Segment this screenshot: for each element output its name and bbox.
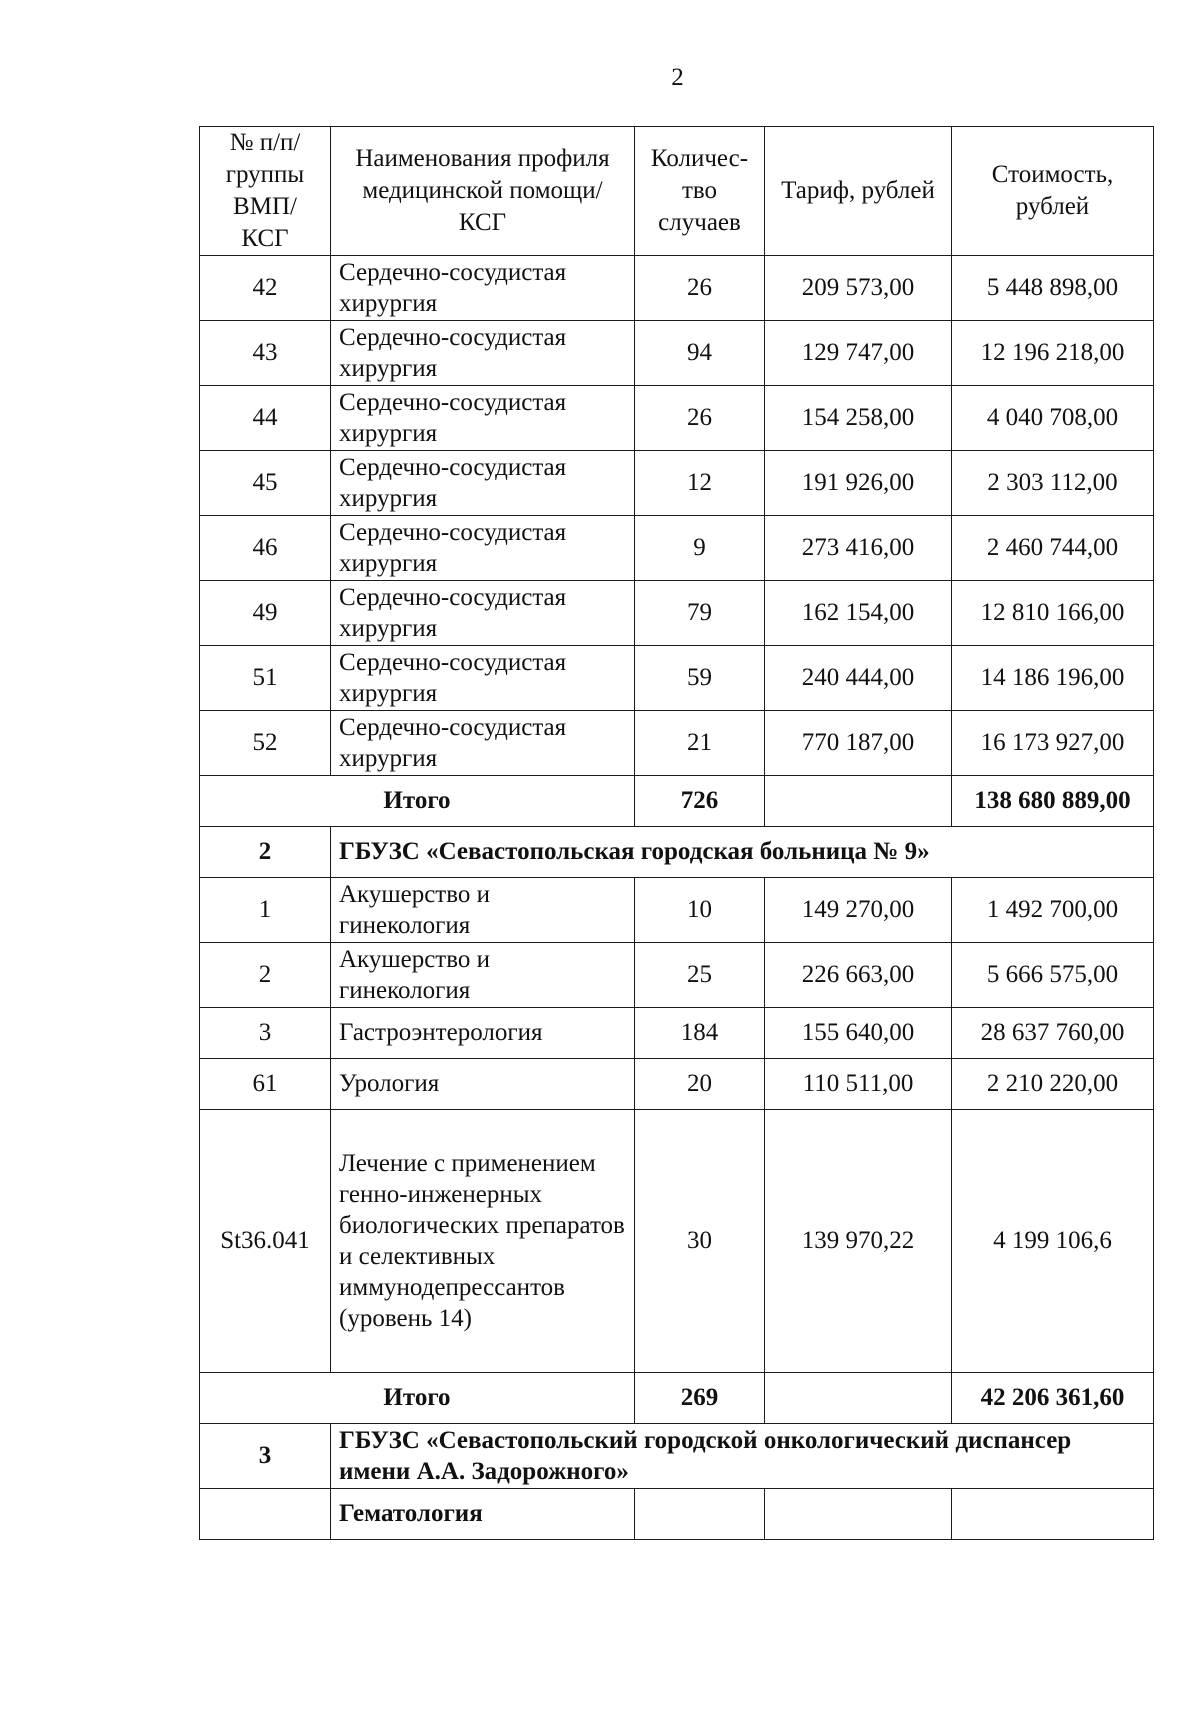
- row-tariff: 209 573,00: [765, 256, 952, 321]
- row-name: Гастроэнтерология: [331, 1008, 635, 1059]
- row-count-empty: [635, 1489, 765, 1540]
- row-count: 25: [635, 943, 765, 1008]
- header-cost: Стоимость, рублей: [952, 127, 1154, 256]
- row-count: 59: [635, 646, 765, 711]
- row-name: Акушерство и гинекология: [331, 878, 635, 943]
- row-tariff: 155 640,00: [765, 1008, 952, 1059]
- row-cost: 12 196 218,00: [952, 321, 1154, 386]
- row-name: Лечение с применением генно-инженерных биологических препаратов и селективных иммунодепрессантов (уровень 14): [331, 1110, 635, 1373]
- table-row: [200, 256, 1154, 321]
- header-number: № п/п/ группы ВМП/ КСГ: [200, 127, 331, 256]
- row-number: 3: [200, 1008, 331, 1059]
- row-name: Сердечно-сосудистая хирургия: [331, 386, 635, 451]
- table-row: [200, 386, 1154, 451]
- row-number: 1: [200, 878, 331, 943]
- row-tariff: 770 187,00: [765, 711, 952, 776]
- row-cost: 28 637 760,00: [952, 1008, 1154, 1059]
- total-cost: 138 680 889,00: [952, 776, 1154, 827]
- row-tariff: 139 970,22: [765, 1110, 952, 1373]
- total-tariff-empty: [765, 1373, 952, 1424]
- cost-table: [199, 126, 1154, 1540]
- table-row: [200, 516, 1154, 581]
- table-row: [200, 321, 1154, 386]
- row-cost: 5 448 898,00: [952, 256, 1154, 321]
- row-count: 9: [635, 516, 765, 581]
- section-title: ГБУЗС «Севастопольский городской онкологический диспансер имени А.А. Задорожного»: [331, 1424, 1154, 1489]
- row-count: 20: [635, 1059, 765, 1110]
- row-tariff: 149 270,00: [765, 878, 952, 943]
- row-cost: 2 460 744,00: [952, 516, 1154, 581]
- row-count: 10: [635, 878, 765, 943]
- row-cost-empty: [952, 1489, 1154, 1540]
- row-tariff: 273 416,00: [765, 516, 952, 581]
- row-count: 94: [635, 321, 765, 386]
- section-title: ГБУЗС «Севастопольская городская больница № 9»: [331, 827, 1154, 878]
- table-header-row: [200, 127, 1154, 256]
- total-label: Итого: [200, 1373, 635, 1424]
- row-name: Гематология: [331, 1489, 635, 1540]
- row-tariff: 162 154,00: [765, 581, 952, 646]
- row-cost: 14 186 196,00: [952, 646, 1154, 711]
- row-count: 12: [635, 451, 765, 516]
- row-count: 184: [635, 1008, 765, 1059]
- row-tariff: 154 258,00: [765, 386, 952, 451]
- section-header-row: [200, 827, 1154, 878]
- page-number: 2: [671, 64, 684, 91]
- row-tariff: 240 444,00: [765, 646, 952, 711]
- row-number: 49: [200, 581, 331, 646]
- table-row: [200, 451, 1154, 516]
- row-count: 26: [635, 256, 765, 321]
- row-name: Сердечно-сосудистая хирургия: [331, 516, 635, 581]
- row-tariff-empty: [765, 1489, 952, 1540]
- table-row: [200, 711, 1154, 776]
- table-row: [200, 943, 1154, 1008]
- row-number: 61: [200, 1059, 331, 1110]
- row-name: Сердечно-сосудистая хирургия: [331, 451, 635, 516]
- row-cost: 5 666 575,00: [952, 943, 1154, 1008]
- row-cost: 16 173 927,00: [952, 711, 1154, 776]
- row-name: Сердечно-сосудистая хирургия: [331, 711, 635, 776]
- row-number: St36.041: [200, 1110, 331, 1373]
- table-row: [200, 1110, 1154, 1373]
- row-count: 30: [635, 1110, 765, 1373]
- table-row: [200, 1489, 1154, 1540]
- total-tariff-empty: [765, 776, 952, 827]
- row-tariff: 191 926,00: [765, 451, 952, 516]
- row-number-empty: [200, 1489, 331, 1540]
- row-cost: 2 210 220,00: [952, 1059, 1154, 1110]
- row-cost: 2 303 112,00: [952, 451, 1154, 516]
- total-count: 726: [635, 776, 765, 827]
- row-number: 43: [200, 321, 331, 386]
- row-cost: 12 810 166,00: [952, 581, 1154, 646]
- row-name: Сердечно-сосудистая хирургия: [331, 256, 635, 321]
- row-number: 2: [200, 943, 331, 1008]
- row-name: Урология: [331, 1059, 635, 1110]
- section-header-row: [200, 1424, 1154, 1489]
- total-count: 269: [635, 1373, 765, 1424]
- row-cost: 4 199 106,6: [952, 1110, 1154, 1373]
- row-number: 42: [200, 256, 331, 321]
- row-count: 21: [635, 711, 765, 776]
- row-name: Сердечно-сосудистая хирургия: [331, 321, 635, 386]
- table-row: [200, 581, 1154, 646]
- header-tariff: Тариф, рублей: [765, 127, 952, 256]
- table-row: [200, 878, 1154, 943]
- row-number: 45: [200, 451, 331, 516]
- row-number: 51: [200, 646, 331, 711]
- section-number: 3: [200, 1424, 331, 1489]
- row-count: 26: [635, 386, 765, 451]
- row-name: Сердечно-сосудистая хирургия: [331, 581, 635, 646]
- row-cost: 4 040 708,00: [952, 386, 1154, 451]
- row-name: Сердечно-сосудистая хирургия: [331, 646, 635, 711]
- row-count: 79: [635, 581, 765, 646]
- row-cost: 1 492 700,00: [952, 878, 1154, 943]
- total-row: [200, 1373, 1154, 1424]
- row-number: 52: [200, 711, 331, 776]
- row-name: Акушерство и гинекология: [331, 943, 635, 1008]
- header-case-count: Количес-тво случаев: [635, 127, 765, 256]
- header-profile-name: Наименования профиля медицинской помощи/КСГ: [331, 127, 635, 256]
- table-row: [200, 1008, 1154, 1059]
- row-tariff: 110 511,00: [765, 1059, 952, 1110]
- row-tariff: 129 747,00: [765, 321, 952, 386]
- total-cost: 42 206 361,60: [952, 1373, 1154, 1424]
- table-row: [200, 646, 1154, 711]
- row-tariff: 226 663,00: [765, 943, 952, 1008]
- total-row: [200, 776, 1154, 827]
- row-number: 46: [200, 516, 331, 581]
- total-label: Итого: [200, 776, 635, 827]
- section-number: 2: [200, 827, 331, 878]
- table-row: [200, 1059, 1154, 1110]
- row-number: 44: [200, 386, 331, 451]
